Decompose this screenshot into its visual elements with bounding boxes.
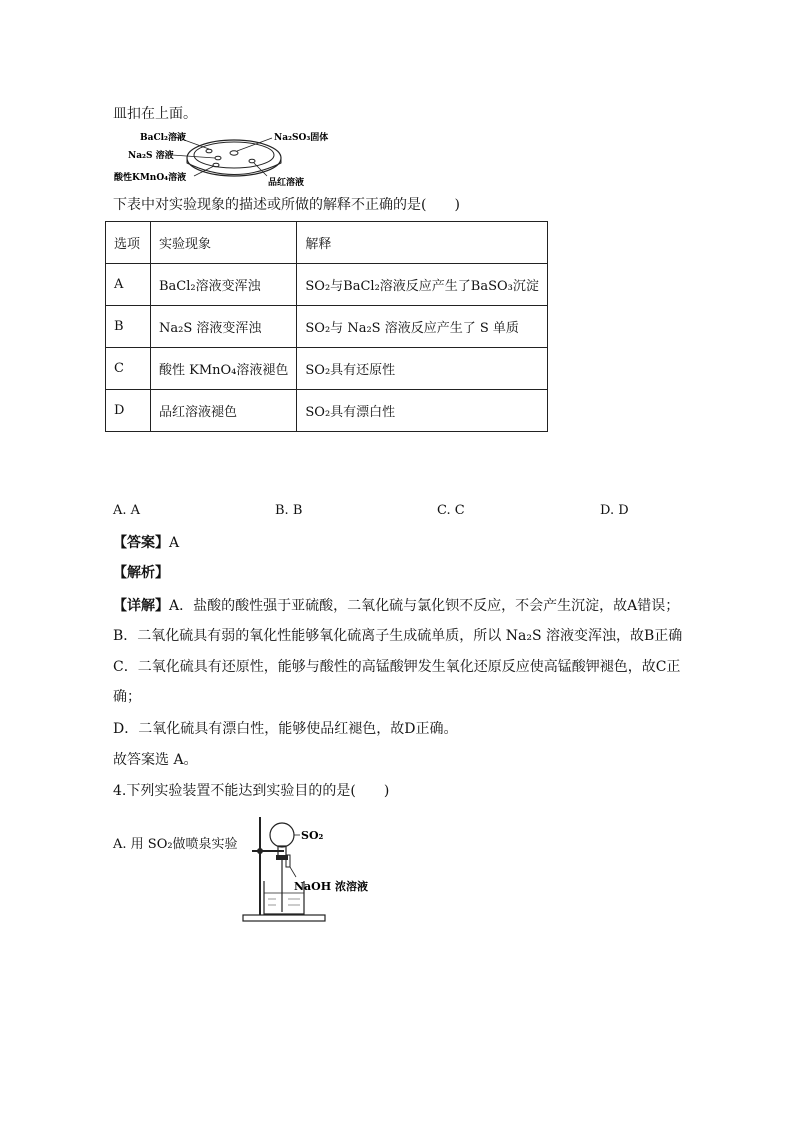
table-header-row bbox=[106, 222, 548, 264]
label-pinhong: 品红溶液 bbox=[268, 178, 305, 188]
label-kmno4: 酸性KMnO₄溶液 bbox=[114, 173, 187, 183]
answer-label: 【答案】 bbox=[113, 535, 169, 551]
petri-dish-diagram bbox=[112, 124, 352, 194]
detail-text: A．盐酸的酸性强于亚硫酸，二氧化硫与氯化钡不反应，不会产生沉淀，故A错误； bbox=[169, 598, 680, 614]
table-header-cell: 解释 bbox=[297, 222, 547, 264]
detail-line-4: 确； bbox=[113, 689, 141, 705]
spot-bacl2 bbox=[206, 149, 212, 153]
answer-value: A bbox=[169, 535, 180, 551]
table-cell: Na₂S 溶液变浑浊 bbox=[151, 306, 297, 348]
label-bacl2: BaCl₂溶液 bbox=[140, 133, 186, 143]
stand-base bbox=[243, 915, 325, 921]
dish-outer bbox=[187, 140, 281, 176]
label-so2: SO₂ bbox=[301, 829, 324, 842]
fountain-apparatus-diagram bbox=[240, 815, 390, 925]
label-na2s: Na₂S 溶液 bbox=[128, 151, 174, 161]
table-cell: SO₂与 Na₂S 溶液反应产生了 S 单质 bbox=[297, 306, 547, 348]
table-row bbox=[106, 348, 548, 390]
option-b: B. B bbox=[275, 503, 303, 518]
spot-na2s bbox=[215, 156, 221, 160]
detail-line-2: B．二氧化硫具有弱的氧化性能够氧化硫离子生成硫单质，所以 Na₂S 溶液变浑浊，故B正确 bbox=[113, 628, 683, 644]
table-cell: SO₂与BaCl₂溶液反应产生了BaSO₃沉淀 bbox=[297, 264, 547, 306]
table-cell: 品红溶液褪色 bbox=[151, 390, 297, 432]
table-cell: SO₂具有还原性 bbox=[297, 348, 547, 390]
table-cell: A bbox=[106, 264, 151, 306]
table-row bbox=[106, 390, 548, 432]
options-table bbox=[105, 221, 548, 432]
answer-line bbox=[113, 533, 179, 553]
detail-line-1 bbox=[113, 596, 679, 616]
table-row bbox=[106, 306, 548, 348]
detail-line-3: C．二氧化硫具有还原性，能够与酸性的高锰酸钾发生氧化还原反应使高锰酸钾褪色，故C正 bbox=[113, 659, 681, 675]
option-d: D. D bbox=[600, 503, 629, 518]
table-header-cell: 实验现象 bbox=[151, 222, 297, 264]
option-c: C. C bbox=[437, 503, 465, 518]
intro-line: 皿扣在上面。 bbox=[113, 106, 197, 122]
question-text: 下表中对实验现象的描述或所做的解释不正确的是( ) bbox=[113, 197, 460, 213]
table-row bbox=[106, 264, 548, 306]
table-cell: D bbox=[106, 390, 151, 432]
label-na2so3: Na₂SO₃固体 bbox=[274, 133, 329, 143]
table-cell: SO₂具有漂白性 bbox=[297, 390, 547, 432]
clamp-knob bbox=[257, 848, 263, 854]
detail-line-5: D．二氧化硫具有漂白性，能够使品红褪色，故D正确。 bbox=[113, 721, 458, 737]
label-naoh: NaOH 浓溶液 bbox=[294, 880, 368, 893]
table-cell: 酸性 KMnO₄溶液褪色 bbox=[151, 348, 297, 390]
table-header-cell: 选项 bbox=[106, 222, 151, 264]
question-4: 4.下列实验装置不能达到实验目的的是( ) bbox=[113, 783, 390, 799]
option-a: A. A bbox=[113, 503, 141, 518]
analysis-label: 【解析】 bbox=[113, 565, 169, 581]
table-cell: BaCl₂溶液变浑浊 bbox=[151, 264, 297, 306]
center-solid bbox=[230, 151, 238, 155]
spot-pinhong bbox=[249, 159, 255, 163]
round-flask bbox=[270, 823, 294, 847]
detail-line-6: 故答案选 A。 bbox=[113, 752, 198, 768]
detail-label: 【详解】 bbox=[113, 598, 169, 614]
table-cell: B bbox=[106, 306, 151, 348]
option-4a: A. 用 SO₂做喷泉实验 bbox=[113, 837, 238, 852]
table-cell: C bbox=[106, 348, 151, 390]
